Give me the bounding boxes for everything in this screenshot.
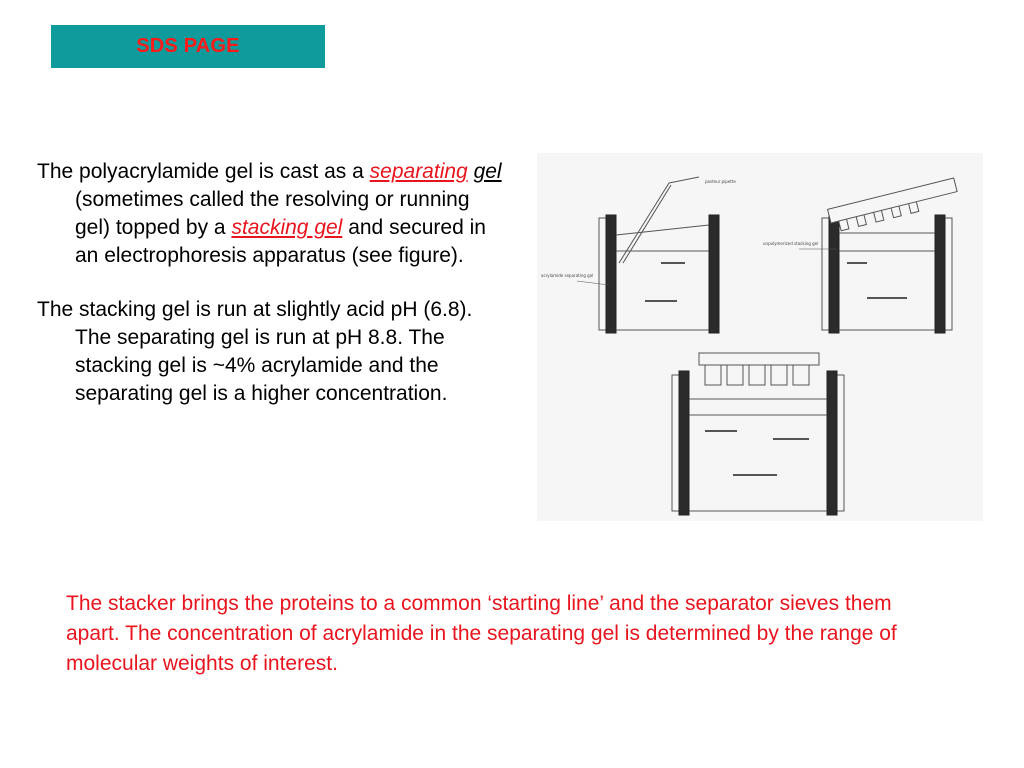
electrophoresis-figure xyxy=(537,153,983,521)
slide-title: SDS PAGE xyxy=(136,35,240,57)
term-stacking-gel: stacking gel xyxy=(231,216,343,239)
label-stacking: unpolymerized stacking gel xyxy=(763,241,819,246)
term-separating: separating xyxy=(369,160,468,183)
gel-apparatus-diagram xyxy=(537,153,983,521)
p1-after: and secured in an electrophoresis apparatus (see figure). xyxy=(75,216,486,267)
p1-middle: (sometimes called the resolving or running gel) topped by a xyxy=(75,188,470,239)
body-text xyxy=(37,158,507,434)
label-acrylamide: acrylamide separating gel xyxy=(541,273,594,278)
title-banner xyxy=(51,25,325,68)
term-gel: gel xyxy=(473,160,502,183)
paragraph-ph: The stacking gel is run at slightly acid pH (6.8). The separating gel is run at pH 8.8. The stacking gel is ~4% acrylamide and the separating gel is a higher concentration. xyxy=(37,298,473,405)
label-pipette: pasteur pipette xyxy=(705,179,736,184)
summary-text: The stacker brings the proteins to a common ‘starting line’ and the separator sieves them apart. The concentration of acrylamide in the separating gel is determined by the range of molecular weights of interest. xyxy=(66,592,897,675)
paragraph-casting xyxy=(37,158,507,270)
p1-before: The polyacrylamide gel is cast as a xyxy=(37,160,370,183)
